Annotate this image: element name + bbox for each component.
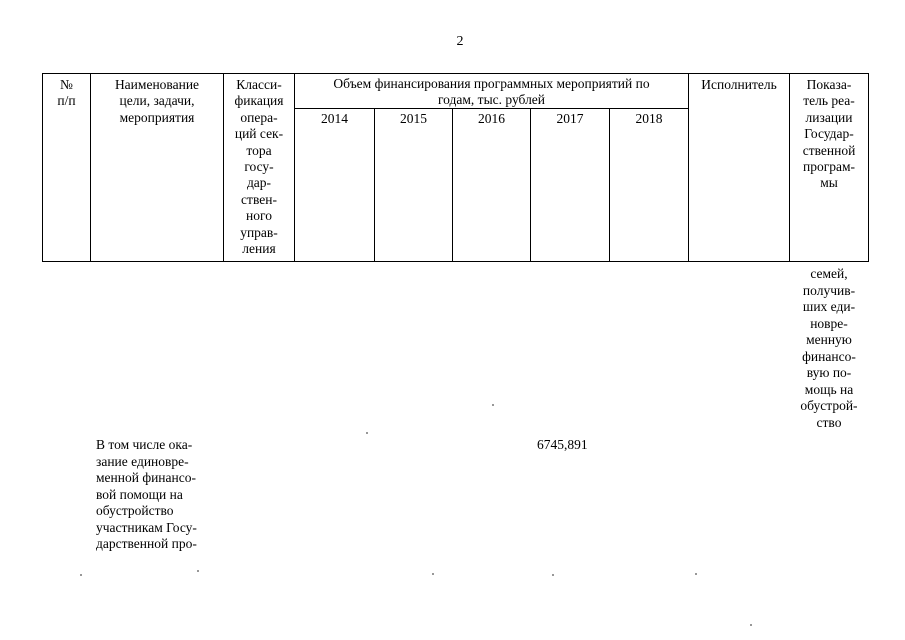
- header-name: Наименование цели, задачи, мероприятия: [91, 74, 224, 262]
- header-year-2016: 2016: [453, 109, 531, 262]
- financing-table-header: [42, 73, 869, 262]
- header-year-2018: 2018: [610, 109, 689, 262]
- header-year-2015: 2015: [375, 109, 453, 262]
- amount-2017: 6745,891: [537, 437, 588, 452]
- header-number: № п/п: [43, 74, 91, 262]
- header-financing-volume: Объем финансирования программных мероприятий по годам, тыс. рублей: [295, 74, 689, 109]
- page-number: 2: [456, 34, 464, 49]
- header-year-2014: 2014: [295, 109, 375, 262]
- header-classification: Класси- фикация опера- ций сек- тора госу- дар- ствен- ного управ- ления: [224, 74, 295, 262]
- header-executor: Исполнитель: [689, 74, 790, 262]
- header-indicator: Показа- тель реа- лизации Государ- ственной програм- мы: [790, 74, 869, 262]
- header-year-2017: 2017: [531, 109, 610, 262]
- measure-description: В том числе ока- зание единовре- менной финансо- вой помощи на обустройство участникам Госу- дарственной про-: [96, 437, 197, 551]
- indicator-continuation-text: семей, получив- ших еди- новре- менную финансо- вую по- мощь на обустрой- ство: [800, 266, 858, 430]
